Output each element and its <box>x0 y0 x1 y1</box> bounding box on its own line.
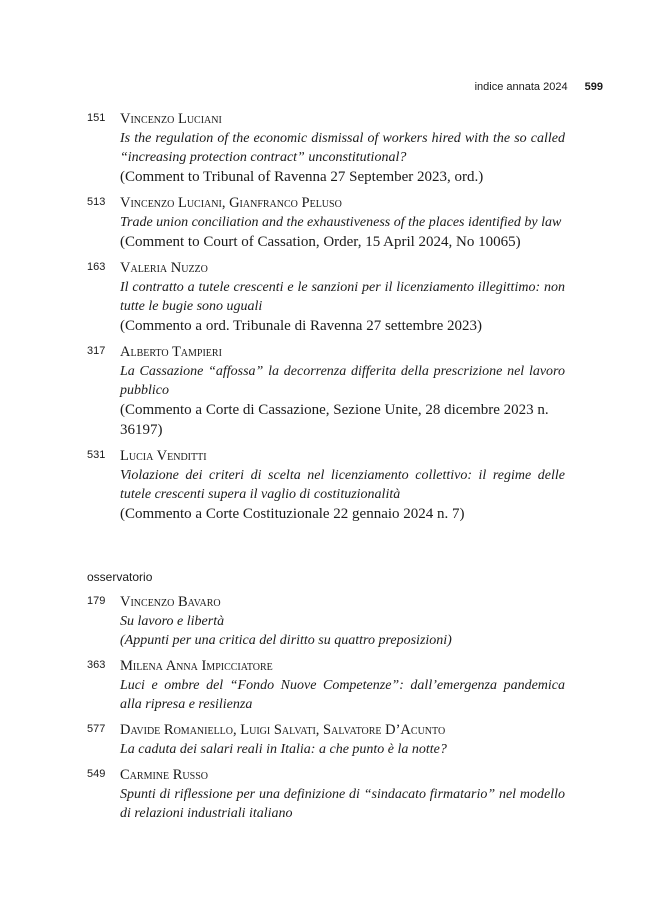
index-entry <box>87 194 565 252</box>
entry-comment: (Comment to Court of Cassation, Order, 15 April 2024, No 10065) <box>120 234 521 250</box>
entry-title: Luci e ombre del “Fondo Nuove Competenze”: dall’emergenza pandemica alla ripresa e resilienza <box>120 678 565 712</box>
index-entry <box>87 593 565 650</box>
entry-page-number: 577 <box>87 723 106 735</box>
entry-comment: (Commento a Corte Costituzionale 22 gennaio 2024 n. 7) <box>120 506 465 522</box>
entry-page-number: 531 <box>87 449 106 461</box>
index-entry <box>87 721 565 759</box>
entry-page-number: 179 <box>87 595 106 607</box>
entry-page-number: 317 <box>87 345 106 357</box>
entry-authors: Carmine Russo <box>120 767 208 783</box>
entry-title: Violazione dei criteri di scelta nel licenziamento collettivo: il regime delle tutele crescenti supera il vaglio di costituzionalità <box>120 468 565 502</box>
index-entry <box>87 447 565 524</box>
index-entry <box>87 766 565 823</box>
entry-comment: (Commento a Corte di Cassazione, Sezione Unite, 28 dicembre 2023 n. 36197) <box>120 402 549 438</box>
entry-authors: Vincenzo Bavaro <box>120 594 221 610</box>
entry-title: Trade union conciliation and the exhaustiveness of the places identified by law <box>120 215 562 230</box>
index-list-bottom <box>87 593 565 830</box>
entry-page-number: 363 <box>87 659 106 671</box>
index-entry <box>87 110 565 187</box>
index-list-top <box>87 110 565 531</box>
entry-title: Is the regulation of the economic dismissal of workers hired with the so called “increasing protection contract” unconstitutional? <box>120 131 565 165</box>
entry-page-number: 513 <box>87 196 106 208</box>
entry-title: Il contratto a tutele crescenti e le sanzioni per il licenziamento illegittimo: non tutte le bugie sono uguali <box>120 280 565 314</box>
page-header <box>475 81 603 93</box>
entry-authors: Lucia Venditti <box>120 448 207 464</box>
entry-page-number: 549 <box>87 768 106 780</box>
section-heading: osservatorio <box>87 570 153 584</box>
running-title: indice annata 2024 <box>474 81 568 93</box>
entry-authors: Valeria Nuzzo <box>120 260 208 276</box>
entry-subtitle: (Appunti per una critica del diritto su quattro preposizioni) <box>120 633 452 648</box>
entry-authors: Vincenzo Luciani, Gianfranco Peluso <box>120 195 342 211</box>
entry-page-number: 163 <box>87 261 106 273</box>
entry-title: La Cassazione “affossa” la decorrenza differita della prescrizione nel lavoro pubblico <box>120 364 565 398</box>
page-number: 599 <box>584 81 603 93</box>
entry-authors: Vincenzo Luciani <box>120 111 222 127</box>
index-entry <box>87 343 565 440</box>
entry-title: La caduta dei salari reali in Italia: a che punto è la notte? <box>120 742 447 757</box>
entry-authors: Alberto Tampieri <box>120 344 222 360</box>
index-entry <box>87 657 565 714</box>
entry-authors: Milena Anna Impicciatore <box>120 658 273 674</box>
entry-comment: (Commento a ord. Tribunale di Ravenna 27 settembre 2023) <box>120 318 483 334</box>
entry-page-number: 151 <box>87 112 106 124</box>
entry-comment: (Comment to Tribunal of Ravenna 27 September 2023, ord.) <box>120 169 484 185</box>
index-entry <box>87 259 565 336</box>
entry-authors: Davide Romaniello, Luigi Salvati, Salvatore D’Acunto <box>120 722 446 738</box>
entry-title: Su lavoro e libertà <box>120 614 225 629</box>
entry-title: Spunti di riflessione per una definizione di “sindacato firmatario” nel modello di relazioni industriali italiano <box>120 787 565 821</box>
